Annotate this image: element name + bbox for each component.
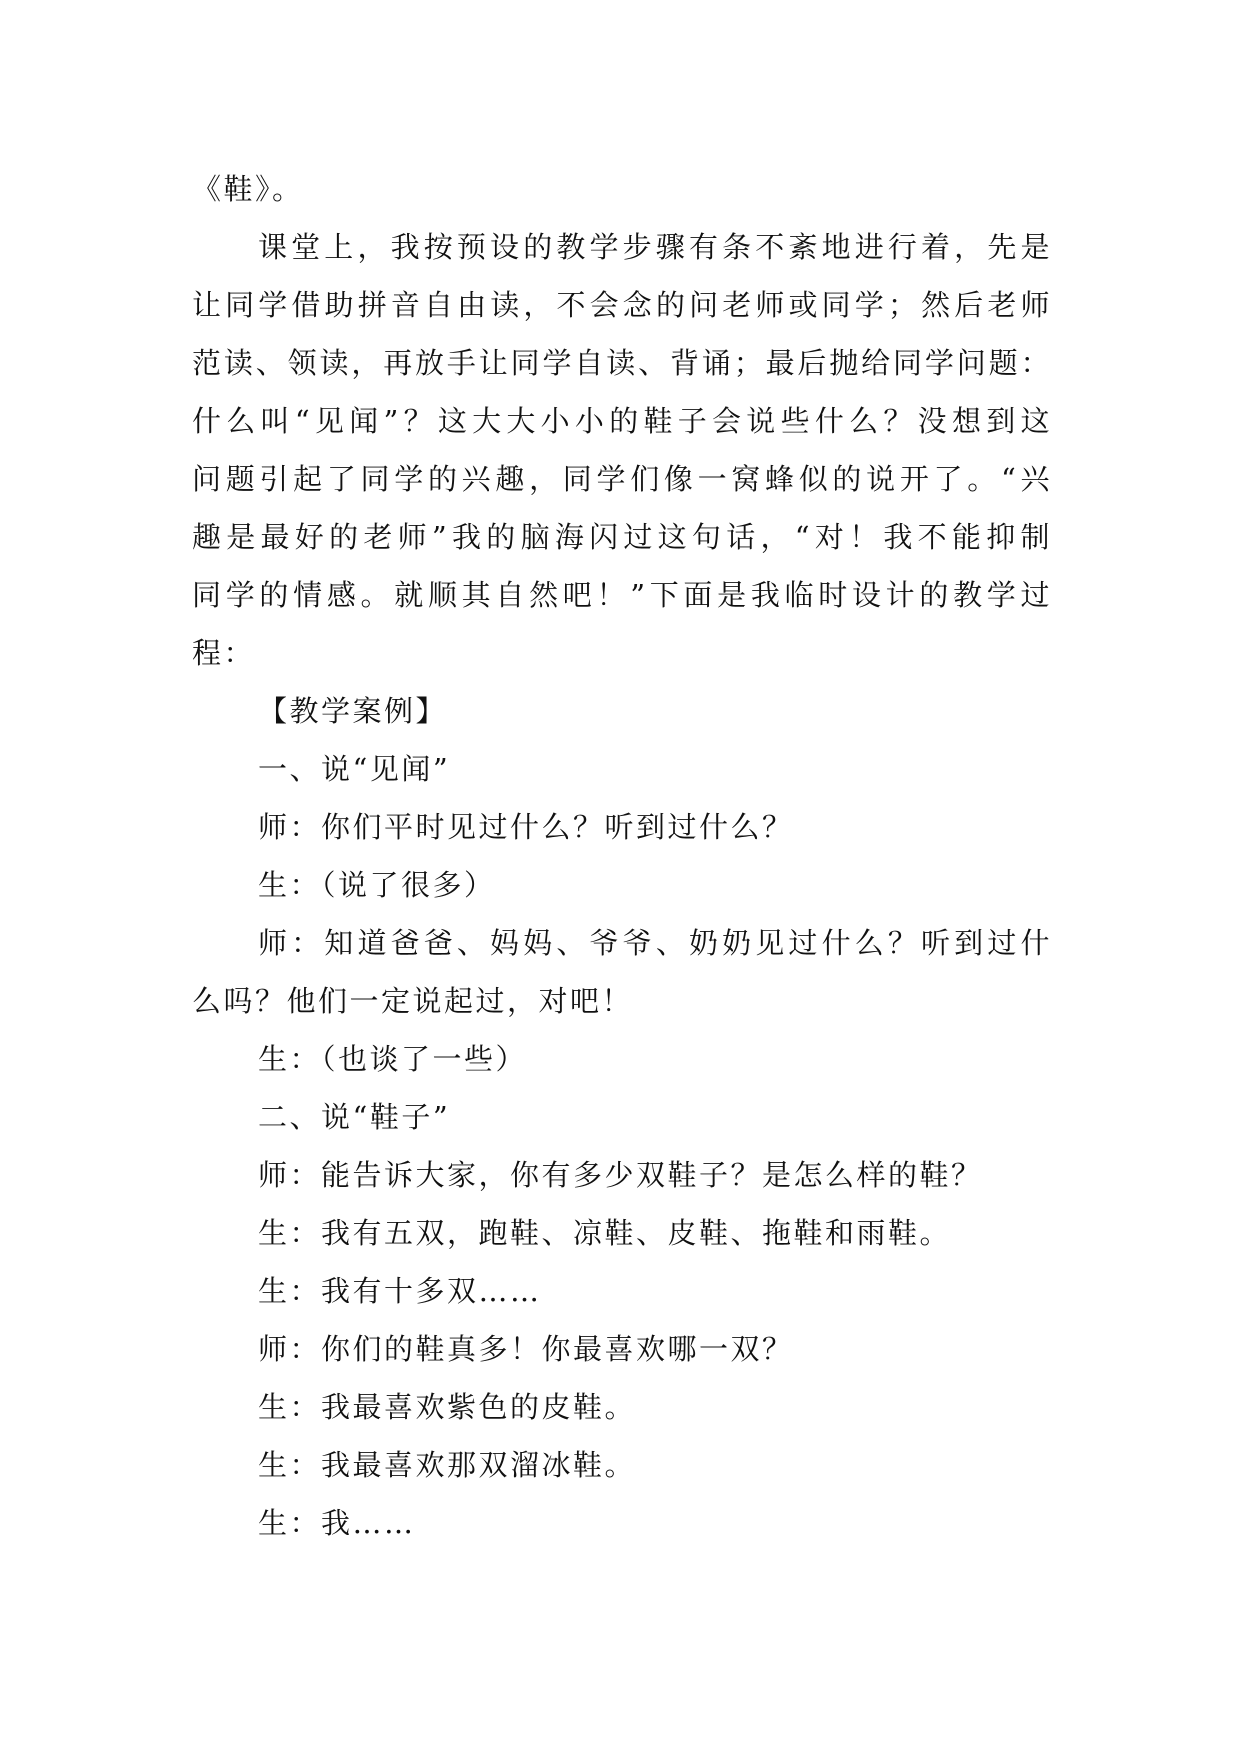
text-line: 么吗？他们一定说起过，对吧！ bbox=[192, 984, 634, 1018]
text-line: 二、说“鞋子” bbox=[258, 1100, 451, 1134]
text-line: 生：我有十多双…… bbox=[258, 1274, 542, 1308]
text-line: 一、说“见闻” bbox=[258, 752, 451, 786]
text-line: 范读、领读，再放手让同学自读、背诵；最后抛给同学问题： bbox=[192, 346, 1052, 380]
text-line: 生：（说了很多） bbox=[258, 868, 496, 902]
text-line: 生：我…… bbox=[258, 1506, 416, 1540]
text-line: 同学的情感。就顺其自然吧！”下面是我临时设计的教学过 bbox=[192, 578, 1052, 612]
text-line: 趣是最好的老师”我的脑海闪过这句话，“对！我不能抑制 bbox=[192, 520, 1052, 554]
text-line: 什么叫“见闻”？这大大小小的鞋子会说些什么？没想到这 bbox=[192, 404, 1052, 438]
text-line: 生：我有五双，跑鞋、凉鞋、皮鞋、拖鞋和雨鞋。 bbox=[258, 1216, 952, 1250]
text-line: 师：你们的鞋真多！你最喜欢哪一双？ bbox=[258, 1332, 794, 1366]
text-line: 生：我最喜欢那双溜冰鞋。 bbox=[258, 1448, 637, 1482]
text-line: 师：知道爸爸、妈妈、爷爷、奶奶见过什么？听到过什 bbox=[258, 926, 1052, 960]
text-line: 师：能告诉大家，你有多少双鞋子？是怎么样的鞋？ bbox=[258, 1158, 983, 1192]
text-line: 程： bbox=[192, 636, 256, 670]
text-line: 《鞋》。 bbox=[192, 172, 304, 206]
text-line: 生：（也谈了一些） bbox=[258, 1042, 528, 1076]
document-body bbox=[192, 160, 1052, 1552]
text-line: 师：你们平时见过什么？听到过什么？ bbox=[258, 810, 794, 844]
text-line: 让同学借助拼音自由读，不会念的问老师或同学；然后老师 bbox=[192, 288, 1052, 322]
text-line: 生：我最喜欢紫色的皮鞋。 bbox=[258, 1390, 637, 1424]
text-line: 问题引起了同学的兴趣，同学们像一窝蜂似的说开了。“兴 bbox=[192, 462, 1052, 496]
text-line: 课堂上，我按预设的教学步骤有条不紊地进行着，先是 bbox=[258, 230, 1052, 264]
text-line: 【教学案例】 bbox=[258, 694, 448, 728]
